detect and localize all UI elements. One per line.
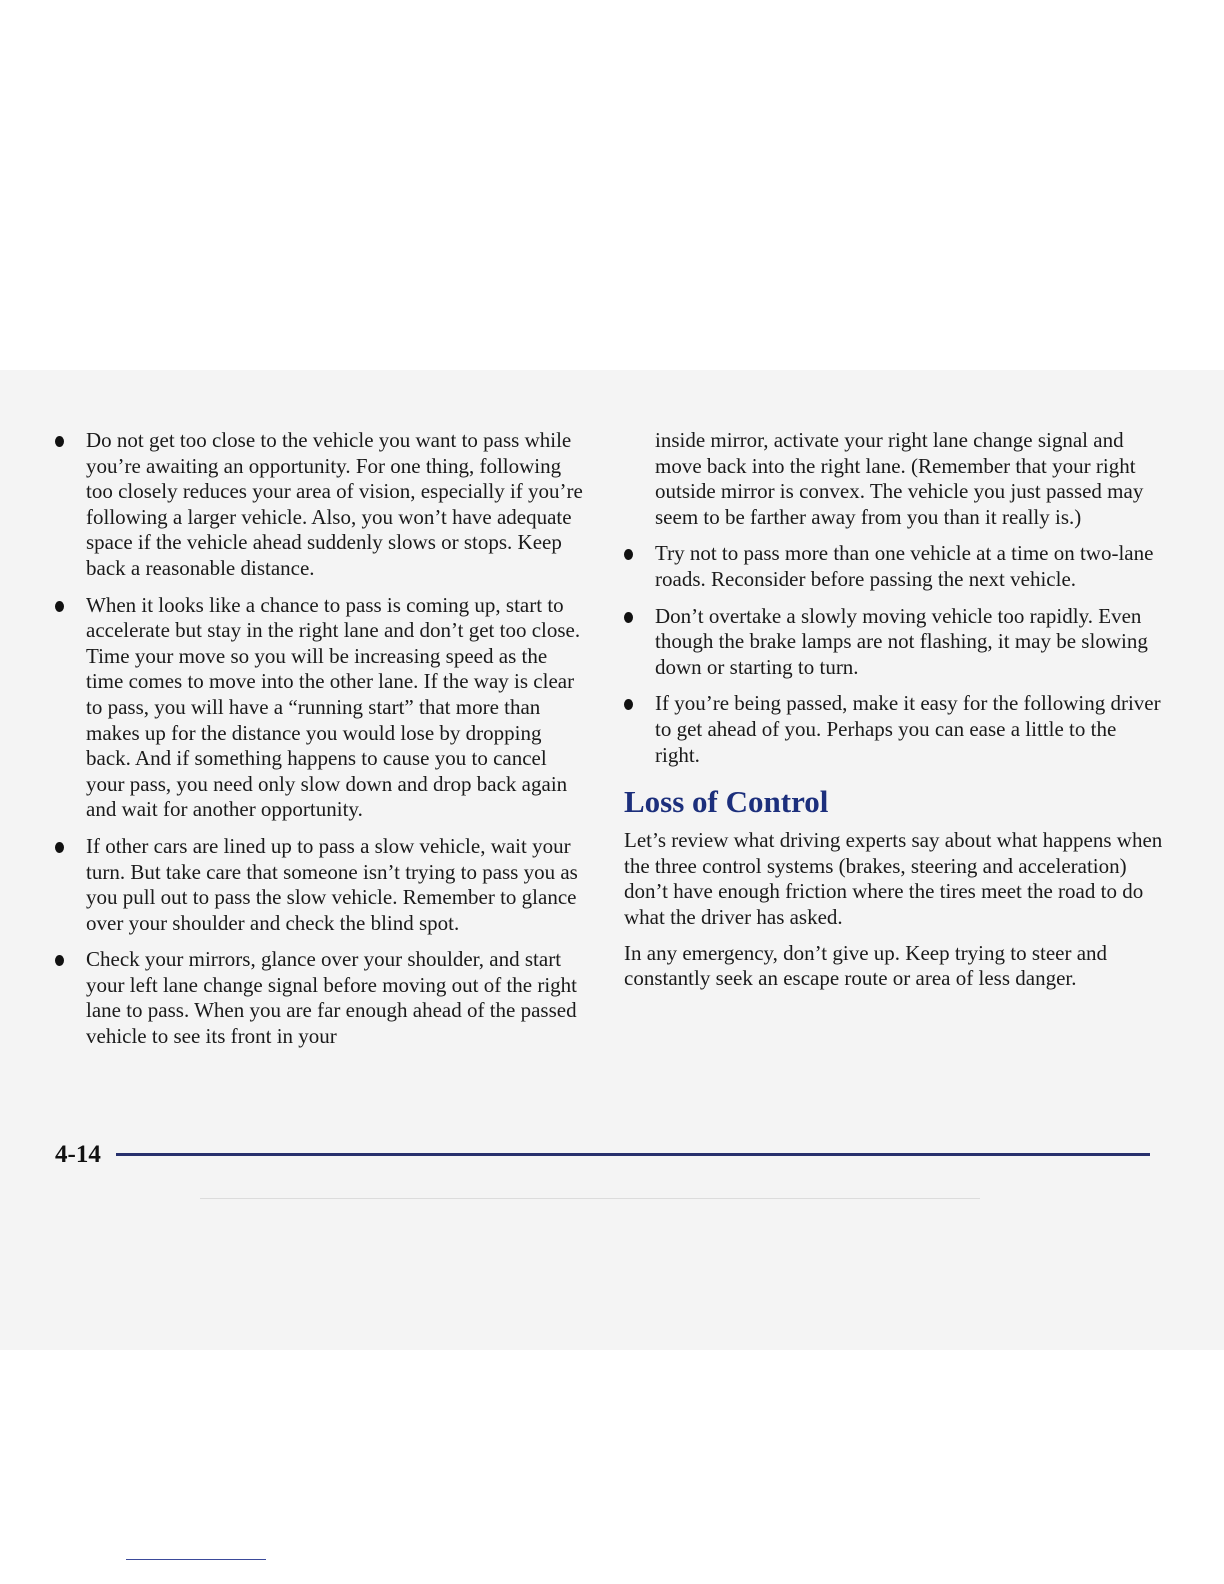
- list-item: [86, 834, 586, 936]
- bullet-continuation: inside mirror, activate your right lane change signal and move back into the right lane. (Remember that your right outside mirror is convex. The vehicle you just passed may seem to be farther away from you than it really is.): [655, 428, 1144, 529]
- bullet-icon: [624, 699, 633, 710]
- list-item-text: If other cars are lined up to pass a slow vehicle, wait your turn. But take care that someone isn’t trying to pass you as you pull out to pass the slow vehicle. Remember to glance over your shoulder and check the blind spot.: [86, 833, 578, 935]
- list-item: [624, 541, 1164, 592]
- left-column: [86, 428, 586, 1061]
- bullet-icon: [55, 842, 64, 853]
- list-item: [86, 947, 586, 1049]
- right-bullet-list: [624, 541, 1164, 768]
- list-item-text: Check your mirrors, glance over your shoulder, and start your left lane change signal before moving out of the right lane to pass. When you are far enough ahead of the passed vehicle to see its front in your: [86, 947, 578, 1049]
- list-item: [624, 691, 1164, 768]
- body-paragraph: In any emergency, don’t give up. Keep trying to steer and constantly seek an escape route or area of less danger.: [624, 940, 1108, 991]
- list-item: [624, 604, 1164, 681]
- list-item-text: When it looks like a chance to pass is coming up, start to accelerate but stay in the right lane and don’t get too close. Time your move so you will be increasing speed as the time comes to move into the other lane. If the way is clear to pass, you will have a “running start” that more than makes up for the distance you would lose by dropping back. And if something happens to cause you to cancel your pass, you need only slow down and drop back again and wait for another opportunity.: [86, 592, 581, 822]
- footer-rule: [116, 1153, 1150, 1156]
- left-bullet-list: [86, 428, 586, 1050]
- list-item-text: Don’t overtake a slowly moving vehicle too rapidly. Even though the brake lamps are not flashing, it may be slowing down or starting to turn.: [655, 603, 1148, 679]
- scan-artifact-line: [200, 1198, 980, 1199]
- bullet-icon: [624, 549, 633, 560]
- bottom-edge-mark: [126, 1559, 266, 1560]
- right-column: [624, 428, 1164, 1002]
- list-item: [86, 428, 586, 582]
- bullet-icon: [55, 436, 64, 447]
- list-item-text: If you’re being passed, make it easy for the following driver to get ahead of you. Perhaps you can ease a little to the right.: [655, 691, 1161, 767]
- body-paragraph: Let’s review what driving experts say about what happens when the three control systems (brakes, steering and acceleration) don’t have enough friction where the tires meet the road to do what the driver has asked.: [624, 828, 1163, 929]
- page-number: 4-14: [55, 1141, 101, 1168]
- list-item-text: Try not to pass more than one vehicle at a time on two-lane roads. Reconsider before passing the next vehicle.: [655, 541, 1154, 591]
- list-item-text: Do not get too close to the vehicle you want to pass while you’re awaiting an opportunity. For one thing, following too closely reduces your area of vision, especially if you’re following a larger vehicle. Also, you won’t have adequate space if the vehicle ahead suddenly slows or stops. Keep back a reasonable distance.: [86, 428, 583, 580]
- bullet-icon: [55, 601, 64, 612]
- list-item: [86, 593, 586, 823]
- section-heading: Loss of Control: [624, 784, 829, 820]
- bullet-icon: [624, 612, 633, 623]
